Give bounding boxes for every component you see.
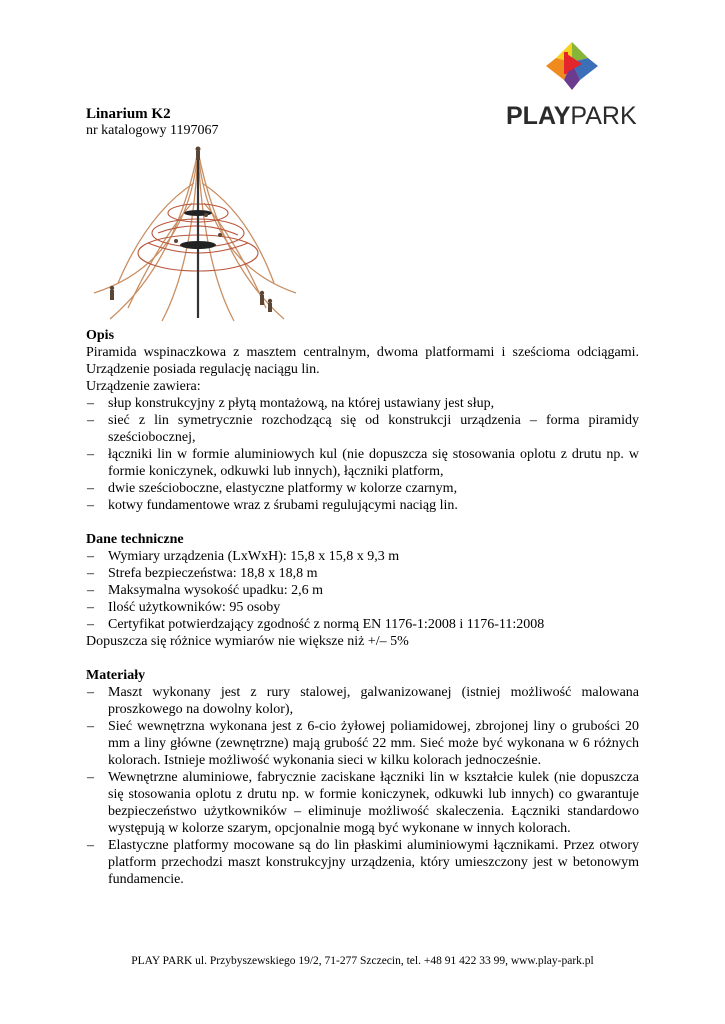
list-item: – Sieć wewnętrzna wykonana jest z 6-cio żyłowej poliamidowej, zbrojonej liny o grubości 20 mm a liny główne (zewnętrzne) mają grubość 22 mm. Sieć może być wykonana w 6 różnych kolorach. Istnieje możliwość wykonania sieci w kilku kolorach jednocześnie. — [86, 718, 639, 769]
list-item: – Strefa bezpieczeństwa: 18,8 x 18,8 m — [86, 565, 639, 582]
list-item: – łączniki lin w formie aluminiowych kul (nie dopuszcza się stosowania oplotu z drutu np. w formie koniczynek, odkuwki lub innych), łączniki platform, — [86, 446, 639, 480]
opis-contains: Urządzenie zawiera: — [86, 379, 201, 394]
catalog-number: nr katalogowy 1197067 — [86, 123, 219, 138]
list-item: – Elastyczne platformy mocowane są do lin płaskimi aluminiowymi łącznikami. Przez otwory platform przechodzi maszt konstrukcyjny urządzenia, który umieszczony jest w betonowym fundamencie. — [86, 837, 639, 888]
list-item: – dwie sześcioboczne, elastyczne platformy w kolorze czarnym, — [86, 480, 639, 497]
page-footer: PLAY PARK ul. Przybyszewskiego 19/2, 71-277 Szczecin, tel. +48 91 422 33 99, www.play-park.pl — [131, 955, 594, 967]
list-item: – Wewnętrzne aluminiowe, fabrycznie zaciskane łączniki lin w kształcie kulek (nie dopuszcza się stosowania oplotu z drutu np. w formie koniczynek, odkuwki lub innych) co gwarantuje bezpieczeństwo użytkowników – eliminuje możliwość skaleczenia. Łączniki standardowo występują w kolorze szarym, opcjonalnie mogą być wykonane w innych kolorach. — [86, 769, 639, 837]
dane-note: Dopuszcza się różnice wymiarów nie większe niż +/– 5% — [86, 634, 409, 649]
dane-list — [86, 548, 639, 633]
logo-diamond-icon — [542, 40, 602, 92]
document-body — [86, 327, 639, 888]
list-item: – Ilość użytkowników: 95 osoby — [86, 599, 639, 616]
list-item: – Maszt wykonany jest z rury stalowej, galwanizowanej (istniej możliwość malowana proszkowego na dowolny kolor), — [86, 684, 639, 718]
section-heading-dane: Dane techniczne — [86, 532, 184, 547]
list-item: – Wymiary urządzenia (LxWxH): 15,8 x 15,8 x 9,3 m — [86, 548, 639, 565]
climbing-pyramid-illustration — [88, 143, 302, 323]
logo-park: PARK — [570, 102, 637, 130]
product-title: Linarium K2 — [86, 106, 171, 122]
list-item: – kotwy fundamentowe wraz z śrubami regulującymi naciąg lin. — [86, 497, 639, 514]
list-item: – Certyfikat potwierdzający zgodność z normą EN 1176-1:2008 i 1176-11:2008 — [86, 616, 639, 633]
play-park-logo — [506, 40, 636, 132]
materialy-list — [86, 684, 639, 888]
section-heading-materialy: Materiały — [86, 668, 146, 683]
logo-play: PLAY — [506, 102, 571, 130]
opis-intro: Piramida wspinaczkowa z masztem centralnym, dwoma platformami i sześcioma odciągami. Urządzenie posiada regulację naciągu lin. — [86, 345, 639, 377]
list-item: – Maksymalna wysokość upadku: 2,6 m — [86, 582, 639, 599]
list-item: – słup konstrukcyjny z płytą montażową, na której ustawiany jest słup, — [86, 395, 639, 412]
list-item: – sieć z lin symetrycznie rozchodzącą się od konstrukcji urządzenia – forma piramidy sześciobocznej, — [86, 412, 639, 446]
section-heading-opis: Opis — [86, 328, 115, 343]
opis-list — [86, 395, 639, 514]
logo-wordmark — [506, 102, 636, 131]
